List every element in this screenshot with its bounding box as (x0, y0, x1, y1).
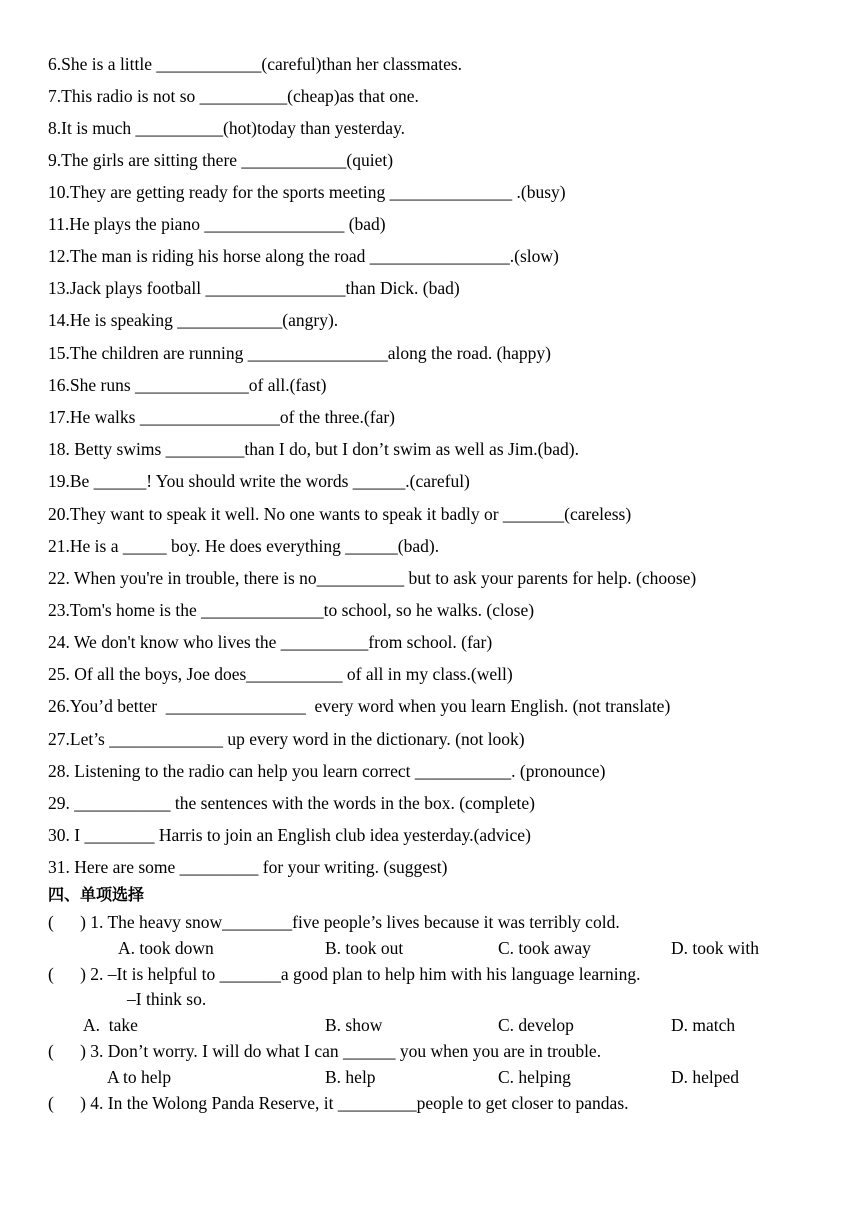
mc1-option-c: C. took away (498, 938, 591, 958)
mc-question-4: ( ) 4. In the Wolong Panda Reserve, it _________people to get closer to pandas. (48, 1093, 629, 1113)
exercise-26: 26.You’d better ________________ every word when you learn English. (not translate) (48, 696, 671, 716)
exercise-27: 27.Let’s _____________ up every word in the dictionary. (not look) (48, 729, 525, 749)
mc-question-2: ( ) 2. –It is helpful to _______a good plan to help him with his language learning. (48, 964, 641, 984)
mc1-option-b: B. took out (325, 938, 404, 958)
exercise-25: 25. Of all the boys, Joe does___________ of all in my class.(well) (48, 664, 513, 684)
exercise-24: 24. We don't know who lives the __________from school. (far) (48, 632, 493, 652)
mc3-option-c: C. helping (498, 1067, 571, 1087)
mc2-option-c: C. develop (498, 1015, 574, 1035)
mc2-option-b: B. show (325, 1015, 383, 1035)
exercise-19: 19.Be ______! You should write the words ______.(careful) (48, 471, 470, 491)
exercise-6: 6.She is a little ____________(careful)than her classmates. (48, 54, 463, 74)
exercise-31: 31. Here are some _________ for your writing. (suggest) (48, 857, 448, 877)
exercise-22: 22. When you're in trouble, there is no__________ but to ask your parents for help. (choose) (48, 568, 697, 588)
exercise-21: 21.He is a _____ boy. He does everything ______(bad). (48, 536, 440, 556)
mc3-option-d: D. helped (671, 1067, 740, 1087)
exercise-23: 23.Tom's home is the ______________to school, so he walks. (close) (48, 600, 535, 620)
mc-question-3: ( ) 3. Don’t worry. I will do what I can ______ you when you are in trouble. (48, 1041, 602, 1061)
mc2-reply: –I think so. (127, 989, 207, 1009)
exercise-14: 14.He is speaking ____________(angry). (48, 310, 339, 330)
exercise-8: 8.It is much __________(hot)today than yesterday. (48, 118, 406, 138)
exercise-10: 10.They are getting ready for the sports meeting ______________ .(busy) (48, 182, 566, 202)
exercise-30: 30. I ________ Harris to join an English club idea yesterday.(advice) (48, 825, 531, 845)
mc1-option-a: A. took down (118, 938, 214, 958)
exercise-17: 17.He walks ________________of the three.(far) (48, 407, 395, 427)
mc3-option-a: A to help (107, 1067, 172, 1087)
exercise-9: 9.The girls are sitting there ____________(quiet) (48, 150, 394, 170)
section-heading: 四、单项选择 (48, 885, 145, 904)
exercise-13: 13.Jack plays football ________________than Dick. (bad) (48, 278, 460, 298)
exercise-15: 15.The children are running ________________along the road. (happy) (48, 343, 551, 363)
exercise-7: 7.This radio is not so __________(cheap)as that one. (48, 86, 419, 106)
mc-question-1: ( ) 1. The heavy snow________five people’s lives because it was terribly cold. (48, 912, 620, 932)
exercise-20: 20.They want to speak it well. No one wants to speak it badly or _______(careless) (48, 504, 632, 524)
mc2-option-a: A. take (83, 1015, 138, 1035)
exercise-29: 29. ___________ the sentences with the words in the box. (complete) (48, 793, 535, 813)
mc1-option-d: D. took with (671, 938, 759, 958)
exercise-28: 28. Listening to the radio can help you learn correct ___________. (pronounce) (48, 761, 606, 781)
exercise-16: 16.She runs _____________of all.(fast) (48, 375, 327, 395)
exercise-11: 11.He plays the piano ________________ (bad) (48, 214, 386, 234)
exercise-12: 12.The man is riding his horse along the road ________________.(slow) (48, 246, 559, 266)
exercise-18: 18. Betty swims _________than I do, but I don’t swim as well as Jim.(bad). (48, 439, 579, 459)
mc3-option-b: B. help (325, 1067, 376, 1087)
mc2-option-d: D. match (671, 1015, 736, 1035)
